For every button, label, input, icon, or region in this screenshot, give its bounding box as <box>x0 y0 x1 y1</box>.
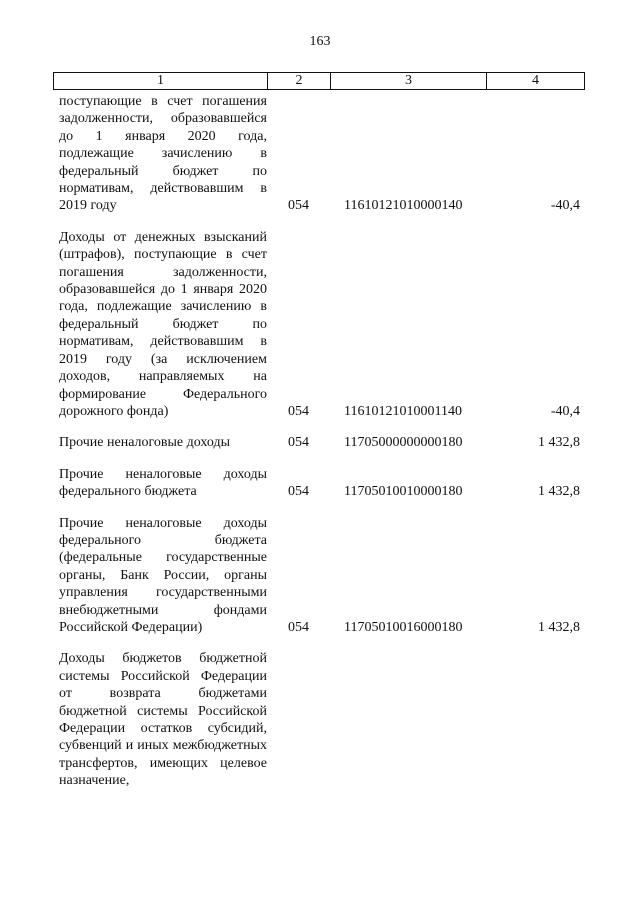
table-row <box>53 93 584 215</box>
row-amount: 1 432,8 <box>538 435 580 451</box>
row-budget-code: 11705000000000180 <box>344 435 463 451</box>
table-row <box>53 229 584 420</box>
row-amount: -40,4 <box>550 198 580 214</box>
row-budget-code: 11610121010001140 <box>344 403 462 419</box>
row-admin-code: 054 <box>288 619 309 635</box>
row-name: Прочие неналоговые доходы <box>59 435 231 451</box>
header-col-4: 4 <box>487 73 585 90</box>
row-budget-code: 11610121010000140 <box>344 198 463 214</box>
row-name: поступающие в счет погашения задолженности, образовавшейся до 1 января 2020 года, подлежащие зачислению в федеральный бюджет по нормативам, действовавшим в 2019 году <box>59 94 267 214</box>
table-row <box>53 650 584 789</box>
row-admin-code: 054 <box>288 403 309 419</box>
row-admin-code: 054 <box>288 435 309 451</box>
row-name: Прочие неналоговые доходы федерального бюджета <box>59 466 267 500</box>
row-budget-code: 11705010016000180 <box>344 619 463 635</box>
row-amount: 1 432,8 <box>538 484 580 500</box>
header-col-3: 3 <box>331 73 487 90</box>
table-header <box>53 72 585 90</box>
row-name: Прочие неналоговые доходы федерального бюджета (федеральные государственные органы, Банк России, органы управления государственными внебюджетными фондами Российской Федерации) <box>59 515 267 635</box>
page-number: 163 <box>309 34 331 49</box>
table-row <box>53 466 584 501</box>
table-row <box>53 515 584 637</box>
table-body <box>53 93 584 790</box>
row-admin-code: 054 <box>288 198 309 214</box>
row-amount: 1 432,8 <box>538 619 580 635</box>
row-amount: -40,4 <box>550 403 580 419</box>
row-admin-code: 054 <box>288 484 309 500</box>
row-name: Доходы от денежных взысканий (штрафов), поступающие в счет погашения задолженности, образовавшейся до 1 января 2020 года, подлежащие зачислению в федеральный бюджет по нормативам, действовавшим в 2019 году (за исключением доходов, направляемых на формирование Федерального дорожного фонда) <box>59 229 267 419</box>
header-col-1: 1 <box>54 73 268 90</box>
header-col-2: 2 <box>268 73 331 90</box>
table-row <box>53 434 584 451</box>
row-budget-code: 11705010010000180 <box>344 484 463 500</box>
row-name: Доходы бюджетов бюджетной системы Российской Федерации от возврата бюджетами бюджетной системы Российской Федерации остатков субсидий, субвенций и иных межбюджетных трансфертов, имеющих целевое назначение, <box>59 651 267 789</box>
